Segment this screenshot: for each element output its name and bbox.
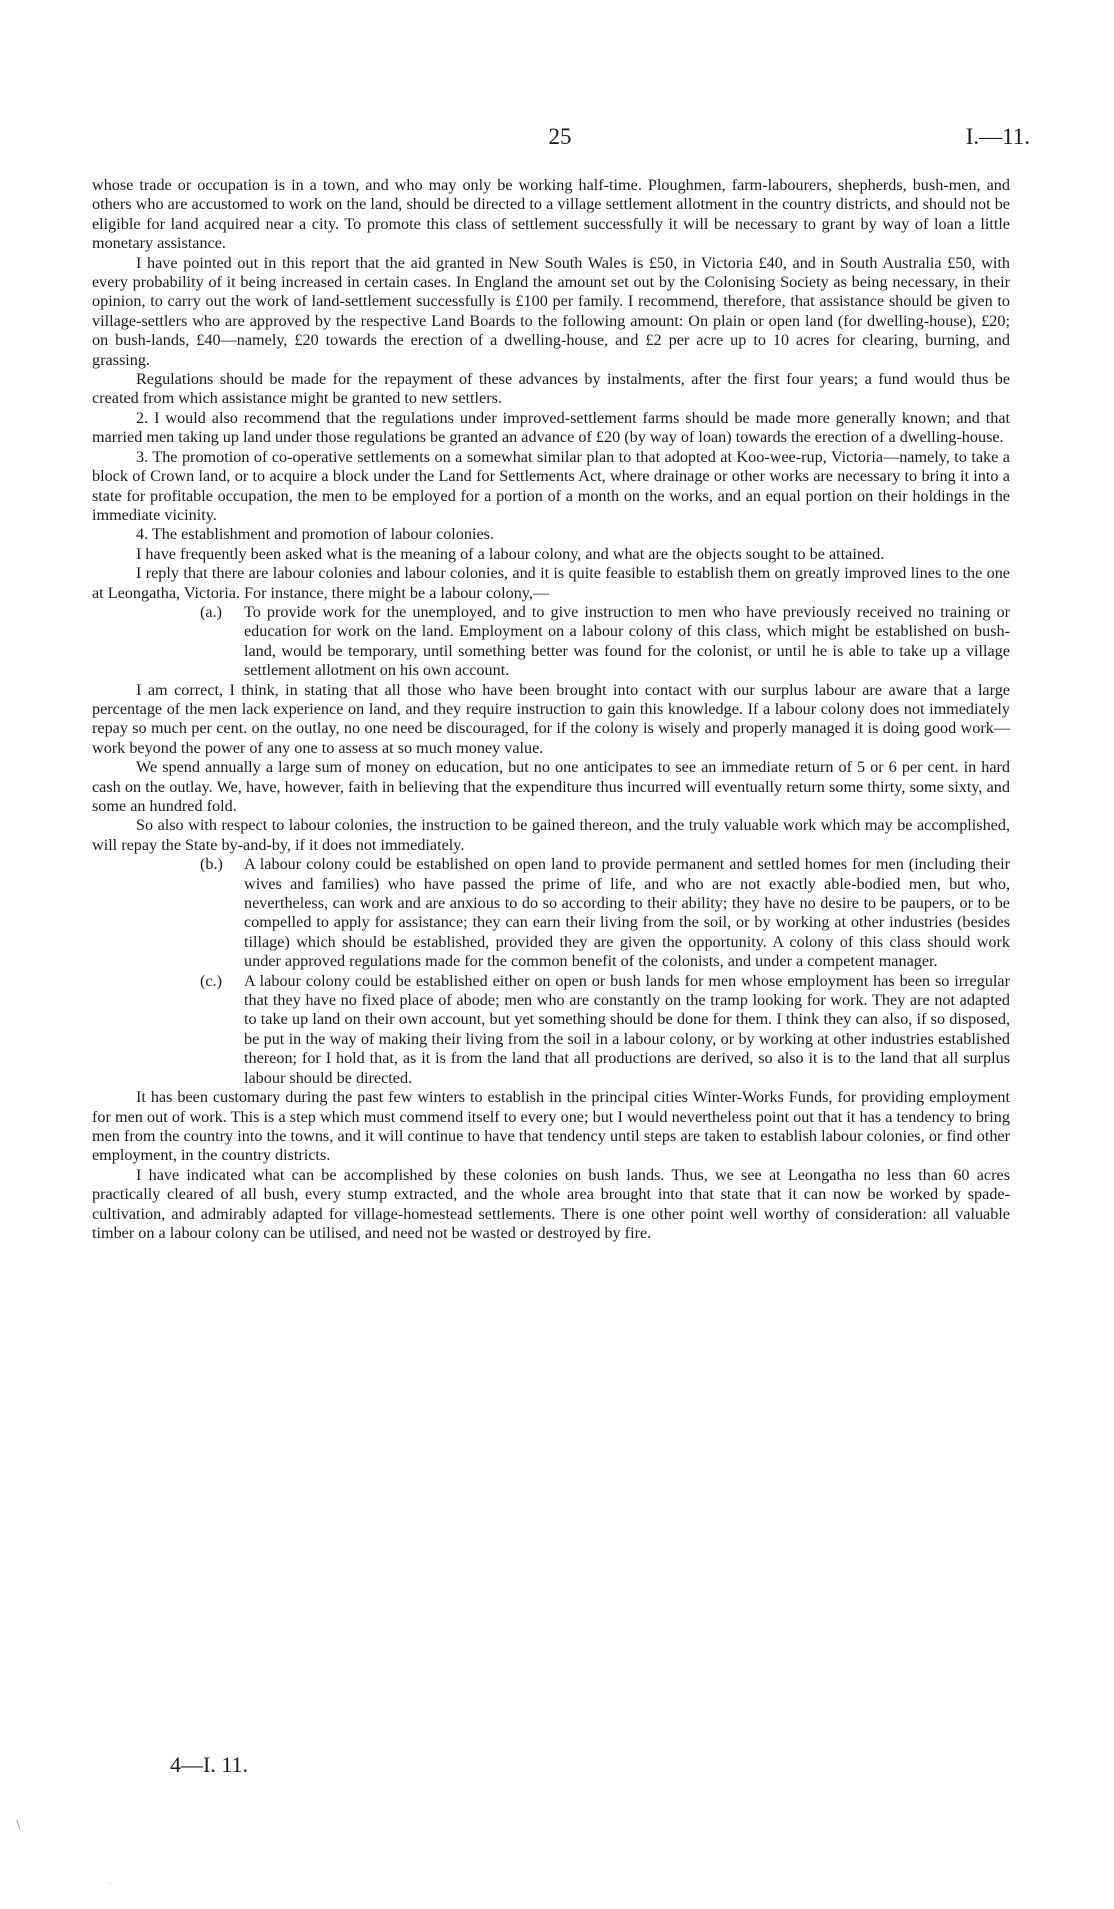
item-label: (c.) bbox=[200, 971, 223, 990]
paragraph: I have frequently been asked what is the meaning of a labour colony, and what are the objects sought to be attained. bbox=[136, 544, 885, 563]
item-label: (b.) bbox=[200, 855, 223, 874]
paragraph: 2. I would also recommend that the regulations under improved-settlement farms should be made more generally known; and that married men taking up land under those regulations be granted an advance of £20 (by way of loan) towards the erection of a dwelling-house. bbox=[92, 408, 1010, 447]
paragraph: We spend annually a large sum of money on education, but no one anticipates to see an immediate return of 5 or 6 per cent. in hard cash on the outlay. We, have, however, faith in believing that the expenditure thus incurred will eventually return some thirty, some sixty, and some an hundred fold. bbox=[92, 758, 1010, 815]
paragraph: 3. The promotion of co-operative settlements on a somewhat similar plan to that adopted at Koo-wee-rup, Victoria—namely, to take a block of Crown land, or to acquire a block under the Land for Settlements Act, where drainage or other works are necessary to bring it into a state for profitable occupation, the men to be employed for a portion of a month on the works, and an equal portion on their holdings in the immediate vicinity. bbox=[92, 447, 1010, 524]
signature-mark: 4—I. 11. bbox=[170, 1752, 249, 1777]
paragraph: It has been customary during the past few winters to establish in the principal cities Winter-Works Funds, for providing employment for men out of work. This is a step which must commend itself to every one; but I would nevertheless point out that it has a tendency to bring men from the country into the towns, and it will continue to have that tendency until steps are taken to establish labour colonies, or find other employment, in the country districts. bbox=[92, 1088, 1010, 1165]
item-text: A labour colony could be established on open land to provide permanent and settled homes for men (including their wives and families) who have passed the prime of life, and who are not exactly able-bodied men, but who, nevertheless, can work and are anxious to do so according to their ability; they have no desire to be paupers, or to be compelled to apply for assistance; they can earn their living from the soil, or by working at other industries (besides tillage) which should be established, provided they are given the opportunity. A colony of this class should work under approved regulations made for the common benefit of the colonists, and under a competent manager. bbox=[244, 855, 1010, 971]
page-number: 25 bbox=[548, 124, 572, 149]
scan-speck: · bbox=[108, 1876, 112, 1890]
document-reference: I.—11. bbox=[965, 124, 1030, 149]
body-text bbox=[92, 176, 1010, 1243]
scan-speck: ∖ bbox=[14, 1818, 22, 1832]
item-text: To provide work for the unemployed, and to give instruction to men who have previously received no training or education for work on the land. Employment on a labour colony of this class, which might be established on bush-land, would be temporary, until something better was found for the colonist, or until he is able to take up a village settlement allotment on his own account. bbox=[244, 602, 1010, 680]
paragraph: I am correct, I think, in stating that all those who have been brought into contact with our surplus labour are aware that a large percentage of the men lack experience on land, and they require instruction to gain this knowledge. If a labour colony does not immediately repay so much per cent. on the outlay, no one need be discouraged, for if the colony is wisely and properly managed it is doing good work—work beyond the power of any one to assess at so much money value. bbox=[92, 680, 1010, 757]
paragraph: whose trade or occupation is in a town, and who may only be working half-time. Ploughmen, farm-labourers, shepherds, bush-men, and others who are accustomed to work on the land, should be directed to a village settlement allotment in the country districts, and should not be eligible for land acquired near a city. To promote this class of settlement successfully it will be necessary to grant by way of loan a little monetary assistance. bbox=[92, 176, 1010, 253]
paragraph: Regulations should be made for the repayment of these advances by instalments, after the first four years; a fund would thus be created from which assistance might be granted to new settlers. bbox=[92, 370, 1010, 408]
paragraph: I have indicated what can be accomplished by these colonies on bush lands. Thus, we see at Leongatha no less than 60 acres practically cleared of all bush, every stump extracted, and the whole area brought into that state that it can now be worked by spade-cultivation, and admirably adapted for village-homestead settlements. There is one other point well worthy of consideration: all valuable timber on a labour colony can be utilised, and need not be wasted or destroyed by fire. bbox=[92, 1165, 1010, 1242]
list-item-a bbox=[92, 603, 1010, 681]
item-text: A labour colony could be established either on open or bush lands for men whose employment has been so irregular that they have no fixed place of abode; men who are constantly on the tramp looking for work. They are not adapted to take up land on their own account, but yet something should be done for them. I think they can also, if so disposed, be put in the way of making their living from the soil in a labour colony, or by working at other industries established thereon; for I hold that, as it is from the land that all productions are derived, so also it is to the land that all surplus labour should be directed. bbox=[244, 971, 1010, 1087]
paragraph: I have pointed out in this report that the aid granted in New South Wales is £50, in Victoria £40, and in South Australia £50, with every probability of it being increased in certain cases. In England the amount set out by the Colonising Society as being necessary, in their opinion, to carry out the work of land-settlement successfully is £100 per family. I recommend, therefore, that assistance should be given to village-settlers who are approved by the respective Land Boards to the following amount: On plain or open land (for dwelling-house), £20; on bush-lands, £40—namely, £20 towards the erection of a dwelling-house, and £2 per acre up to 10 acres for clearing, burning, and grassing. bbox=[92, 253, 1010, 369]
list-item-c bbox=[92, 972, 1010, 1088]
paragraph: I reply that there are labour colonies and labour colonies, and it is quite feasible to establish them on greatly improved lines to the one at Leongatha, Victoria. For instance, there might be a labour colony,— bbox=[92, 564, 1010, 602]
paragraph: 4. The establishment and promotion of labour colonies. bbox=[136, 525, 495, 544]
item-label: (a.) bbox=[200, 602, 223, 621]
list-item-b bbox=[92, 855, 1010, 971]
paragraph: So also with respect to labour colonies, the instruction to be gained thereon, and the truly valuable work which may be accomplished, will repay the State by-and-by, if it does not immediately. bbox=[92, 816, 1010, 854]
